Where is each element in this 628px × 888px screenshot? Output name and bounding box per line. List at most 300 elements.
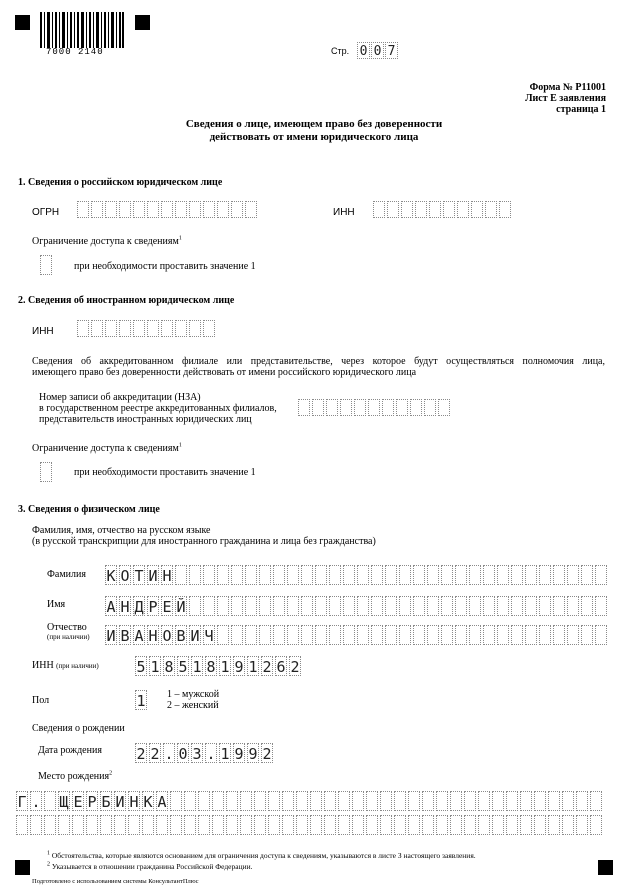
input-cell[interactable] bbox=[259, 625, 271, 645]
input-cell[interactable] bbox=[226, 815, 238, 835]
input-cell[interactable]: Р bbox=[148, 598, 158, 616]
input-cell[interactable] bbox=[366, 791, 378, 811]
input-cell[interactable] bbox=[142, 815, 154, 835]
input-cell[interactable] bbox=[91, 201, 103, 218]
name-label: Имя bbox=[47, 599, 66, 610]
input-cell[interactable] bbox=[86, 815, 98, 835]
input-cell[interactable]: . bbox=[31, 793, 41, 811]
input-cell[interactable] bbox=[525, 625, 537, 645]
input-cell[interactable] bbox=[175, 201, 187, 218]
input-cell[interactable] bbox=[217, 625, 229, 645]
input-cell[interactable]: 5 bbox=[178, 658, 188, 676]
input-cell[interactable] bbox=[553, 565, 565, 585]
input-cell[interactable] bbox=[441, 565, 453, 585]
input-cell[interactable] bbox=[525, 596, 537, 616]
input-cell[interactable] bbox=[368, 399, 380, 416]
input-cell[interactable] bbox=[282, 791, 294, 811]
input-cell[interactable] bbox=[450, 815, 462, 835]
input-cell[interactable] bbox=[483, 565, 495, 585]
input-cell[interactable] bbox=[315, 625, 327, 645]
input-cell[interactable] bbox=[175, 320, 187, 337]
input-cell[interactable]: . bbox=[206, 745, 216, 763]
patronymic-label-text: Отчество bbox=[47, 622, 87, 633]
input-cell[interactable] bbox=[455, 625, 467, 645]
input-cell[interactable] bbox=[268, 815, 280, 835]
input-cell[interactable] bbox=[338, 791, 350, 811]
input-cell[interactable] bbox=[534, 791, 546, 811]
input-cell[interactable] bbox=[371, 625, 383, 645]
input-cell[interactable] bbox=[371, 565, 383, 585]
nza-line-3: представительств иностранных юридических лиц bbox=[39, 414, 252, 425]
input-cell[interactable] bbox=[427, 596, 439, 616]
input-cell[interactable] bbox=[413, 596, 425, 616]
input-cell[interactable] bbox=[217, 201, 229, 218]
input-cell[interactable] bbox=[212, 815, 224, 835]
input-cell[interactable] bbox=[595, 596, 607, 616]
input-cell[interactable] bbox=[312, 399, 324, 416]
input-cell[interactable] bbox=[410, 399, 422, 416]
input-cell[interactable]: 2 bbox=[262, 658, 272, 676]
input-cell[interactable] bbox=[394, 791, 406, 811]
input-cell[interactable]: В bbox=[120, 627, 130, 645]
input-cell[interactable]: 1 bbox=[220, 745, 230, 763]
input-cell[interactable] bbox=[259, 596, 271, 616]
input-cell[interactable]: Ч bbox=[204, 627, 214, 645]
prepared-with: Подготовлено с использованием системы КонсультантПлюс bbox=[32, 878, 199, 885]
input-cell[interactable] bbox=[539, 596, 551, 616]
input-cell[interactable] bbox=[203, 565, 215, 585]
input-cell[interactable] bbox=[413, 565, 425, 585]
input-cell[interactable]: И bbox=[115, 793, 125, 811]
input-cell[interactable] bbox=[408, 791, 420, 811]
nza-line-1: Номер записи об аккредитации (НЗА) bbox=[39, 392, 201, 403]
input-cell[interactable]: Щ bbox=[59, 793, 69, 811]
input-cell[interactable] bbox=[189, 565, 201, 585]
input-cell[interactable] bbox=[492, 791, 504, 811]
input-cell[interactable] bbox=[471, 201, 483, 218]
input-cell[interactable] bbox=[254, 815, 266, 835]
input-cell[interactable] bbox=[525, 565, 537, 585]
input-cell[interactable] bbox=[450, 791, 462, 811]
input-cell[interactable] bbox=[506, 815, 518, 835]
input-cell[interactable] bbox=[436, 791, 448, 811]
input-cell[interactable] bbox=[44, 815, 56, 835]
input-cell[interactable] bbox=[595, 625, 607, 645]
input-cell[interactable] bbox=[457, 201, 469, 218]
input-cell[interactable] bbox=[343, 565, 355, 585]
input-cell[interactable] bbox=[147, 320, 159, 337]
input-cell[interactable] bbox=[567, 565, 579, 585]
corner-marker-top-right bbox=[135, 15, 150, 30]
input-cell[interactable] bbox=[511, 625, 523, 645]
input-cell[interactable] bbox=[553, 625, 565, 645]
name-cells[interactable] bbox=[105, 596, 609, 616]
input-cell[interactable] bbox=[324, 791, 336, 811]
input-cell[interactable] bbox=[520, 815, 532, 835]
input-cell[interactable] bbox=[58, 815, 70, 835]
input-cell[interactable] bbox=[161, 320, 173, 337]
input-cell[interactable] bbox=[184, 791, 196, 811]
input-cell[interactable] bbox=[366, 815, 378, 835]
input-cell[interactable]: Б bbox=[101, 793, 111, 811]
footnote-1-number: 1 bbox=[47, 850, 50, 857]
input-cell[interactable] bbox=[497, 565, 509, 585]
input-cell[interactable] bbox=[548, 815, 560, 835]
input-cell[interactable] bbox=[441, 625, 453, 645]
input-cell[interactable] bbox=[357, 565, 369, 585]
input-cell[interactable] bbox=[315, 565, 327, 585]
input-cell[interactable] bbox=[100, 815, 112, 835]
input-cell[interactable] bbox=[497, 596, 509, 616]
input-cell[interactable] bbox=[539, 625, 551, 645]
section2-heading: 2. Сведения об иностранном юридическом лице bbox=[18, 295, 235, 306]
input-cell[interactable] bbox=[455, 596, 467, 616]
input-cell[interactable] bbox=[424, 399, 436, 416]
input-cell[interactable] bbox=[175, 565, 187, 585]
input-cell[interactable]: К bbox=[106, 567, 116, 585]
input-cell[interactable] bbox=[581, 596, 593, 616]
input-cell[interactable] bbox=[387, 201, 399, 218]
birth-heading: Сведения о рождении bbox=[32, 723, 125, 734]
input-cell[interactable] bbox=[254, 791, 266, 811]
input-cell[interactable] bbox=[147, 201, 159, 218]
input-cell[interactable] bbox=[329, 596, 341, 616]
corner-marker-bottom-right bbox=[598, 860, 613, 875]
branch-text-line-2: имеющего право без доверенности действовать от имени российского юридического лица bbox=[32, 367, 417, 378]
page-digit-cell: 0 bbox=[371, 42, 384, 59]
input-cell[interactable] bbox=[399, 565, 411, 585]
input-cell[interactable] bbox=[408, 815, 420, 835]
input-cell[interactable] bbox=[340, 399, 352, 416]
input-cell[interactable]: Н bbox=[148, 627, 158, 645]
input-cell[interactable] bbox=[217, 596, 229, 616]
input-cell[interactable] bbox=[394, 815, 406, 835]
input-cell[interactable]: 5 bbox=[136, 658, 146, 676]
input-cell[interactable] bbox=[245, 596, 257, 616]
input-cell[interactable]: Н bbox=[129, 793, 139, 811]
input-cell[interactable] bbox=[189, 320, 201, 337]
input-cell[interactable] bbox=[128, 815, 140, 835]
inn-cells-3[interactable] bbox=[135, 656, 303, 676]
input-cell[interactable] bbox=[315, 596, 327, 616]
input-cell[interactable] bbox=[189, 596, 201, 616]
input-cell[interactable] bbox=[338, 815, 350, 835]
input-cell[interactable] bbox=[534, 815, 546, 835]
input-cell[interactable]: Г bbox=[17, 793, 27, 811]
form-number: Форма № Р11001 bbox=[529, 82, 606, 93]
input-cell[interactable] bbox=[245, 201, 257, 218]
inn-cells-1[interactable] bbox=[373, 201, 513, 218]
birth-date-label: Дата рождения bbox=[38, 745, 102, 756]
input-cell[interactable] bbox=[553, 596, 565, 616]
input-cell[interactable] bbox=[329, 565, 341, 585]
input-cell[interactable]: Т bbox=[134, 567, 144, 585]
input-cell[interactable] bbox=[581, 565, 593, 585]
inn-cells-2[interactable] bbox=[77, 320, 217, 337]
birth-date-cells[interactable] bbox=[135, 743, 275, 763]
input-cell[interactable] bbox=[422, 791, 434, 811]
input-cell[interactable]: 2 bbox=[262, 745, 272, 763]
input-cell[interactable]: Е bbox=[73, 793, 83, 811]
input-cell[interactable] bbox=[198, 791, 210, 811]
input-cell[interactable] bbox=[401, 201, 413, 218]
input-cell[interactable] bbox=[231, 201, 243, 218]
input-cell[interactable] bbox=[590, 791, 602, 811]
patronymic-label bbox=[47, 622, 90, 642]
input-cell[interactable] bbox=[133, 201, 145, 218]
input-cell[interactable] bbox=[161, 201, 173, 218]
input-cell[interactable] bbox=[189, 201, 201, 218]
input-cell[interactable] bbox=[443, 201, 455, 218]
inn-label-1: ИНН bbox=[333, 207, 355, 218]
input-cell[interactable]: 2 bbox=[150, 745, 160, 763]
input-cell[interactable]: 9 bbox=[234, 658, 244, 676]
input-cell[interactable] bbox=[438, 399, 450, 416]
input-cell[interactable] bbox=[273, 565, 285, 585]
input-cell[interactable] bbox=[483, 625, 495, 645]
input-cell[interactable] bbox=[441, 596, 453, 616]
input-cell[interactable] bbox=[455, 565, 467, 585]
input-cell[interactable] bbox=[301, 625, 313, 645]
input-cell[interactable] bbox=[464, 791, 476, 811]
input-cell[interactable] bbox=[539, 565, 551, 585]
input-cell[interactable] bbox=[357, 625, 369, 645]
input-cell[interactable] bbox=[436, 815, 448, 835]
input-cell[interactable]: 0 bbox=[178, 745, 188, 763]
input-cell[interactable] bbox=[72, 815, 84, 835]
input-cell[interactable] bbox=[380, 791, 392, 811]
input-cell[interactable] bbox=[492, 815, 504, 835]
input-cell[interactable] bbox=[385, 625, 397, 645]
ogrn-cells[interactable] bbox=[77, 201, 259, 218]
restriction-label-1: Ограничение доступа к сведениям$^1$ bbox=[32, 235, 182, 247]
input-cell[interactable] bbox=[427, 625, 439, 645]
input-cell[interactable]: . bbox=[164, 745, 174, 763]
input-cell[interactable] bbox=[497, 625, 509, 645]
input-cell[interactable] bbox=[91, 320, 103, 337]
input-cell[interactable] bbox=[485, 201, 497, 218]
input-cell[interactable] bbox=[170, 791, 182, 811]
input-cell[interactable] bbox=[40, 255, 52, 275]
gender-options bbox=[167, 689, 219, 711]
input-cell[interactable] bbox=[469, 565, 481, 585]
input-cell[interactable] bbox=[506, 791, 518, 811]
inn-label-3-text: ИНН bbox=[32, 660, 54, 671]
input-cell[interactable] bbox=[478, 815, 490, 835]
input-cell[interactable] bbox=[184, 815, 196, 835]
input-cell[interactable] bbox=[371, 596, 383, 616]
input-cell[interactable] bbox=[326, 399, 338, 416]
input-cell[interactable]: 1 bbox=[192, 658, 202, 676]
input-cell[interactable] bbox=[77, 320, 89, 337]
input-cell[interactable] bbox=[296, 815, 308, 835]
input-cell[interactable] bbox=[282, 815, 294, 835]
page-label: Стр. bbox=[331, 46, 350, 56]
input-cell[interactable] bbox=[483, 596, 495, 616]
input-cell[interactable] bbox=[119, 320, 131, 337]
input-cell[interactable] bbox=[427, 565, 439, 585]
input-cell[interactable] bbox=[170, 815, 182, 835]
input-cell[interactable] bbox=[212, 791, 224, 811]
input-cell[interactable] bbox=[399, 596, 411, 616]
birth-place-cells-1[interactable] bbox=[16, 791, 604, 811]
input-cell[interactable] bbox=[343, 596, 355, 616]
input-cell[interactable] bbox=[298, 399, 310, 416]
input-cell[interactable] bbox=[562, 815, 574, 835]
input-cell[interactable] bbox=[576, 815, 588, 835]
input-cell[interactable]: 2 bbox=[136, 745, 146, 763]
input-cell[interactable] bbox=[287, 596, 299, 616]
input-cell[interactable]: 1 bbox=[150, 658, 160, 676]
input-cell[interactable]: 1 bbox=[220, 658, 230, 676]
input-cell[interactable] bbox=[310, 815, 322, 835]
input-cell[interactable] bbox=[217, 565, 229, 585]
input-cell[interactable] bbox=[273, 625, 285, 645]
birth-place-cells-2[interactable] bbox=[16, 815, 604, 835]
input-cell[interactable] bbox=[114, 815, 126, 835]
input-cell[interactable]: Д bbox=[134, 598, 144, 616]
input-cell[interactable]: К bbox=[143, 793, 153, 811]
input-cell[interactable] bbox=[520, 791, 532, 811]
input-cell[interactable] bbox=[240, 791, 252, 811]
nza-cells[interactable] bbox=[298, 399, 452, 416]
input-cell[interactable] bbox=[287, 565, 299, 585]
input-cell[interactable] bbox=[301, 596, 313, 616]
input-cell[interactable] bbox=[240, 815, 252, 835]
input-cell[interactable] bbox=[324, 815, 336, 835]
input-cell[interactable] bbox=[231, 596, 243, 616]
input-cell[interactable] bbox=[259, 565, 271, 585]
input-cell[interactable]: Й bbox=[176, 598, 186, 616]
gender-option-female: 2 – женский bbox=[167, 700, 219, 711]
input-cell[interactable] bbox=[343, 625, 355, 645]
input-cell[interactable] bbox=[399, 625, 411, 645]
input-cell[interactable] bbox=[469, 596, 481, 616]
input-cell[interactable] bbox=[595, 565, 607, 585]
input-cell[interactable] bbox=[30, 815, 42, 835]
input-cell[interactable] bbox=[198, 815, 210, 835]
input-cell[interactable] bbox=[380, 815, 392, 835]
input-cell[interactable] bbox=[357, 596, 369, 616]
input-cell[interactable] bbox=[329, 625, 341, 645]
input-cell[interactable] bbox=[396, 399, 408, 416]
input-cell[interactable] bbox=[581, 625, 593, 645]
input-cell[interactable] bbox=[422, 815, 434, 835]
input-cell[interactable] bbox=[511, 596, 523, 616]
input-cell[interactable]: А bbox=[106, 598, 116, 616]
input-cell[interactable]: 3 bbox=[192, 745, 202, 763]
input-cell[interactable] bbox=[548, 791, 560, 811]
input-cell[interactable] bbox=[156, 815, 168, 835]
restriction-cell-1[interactable] bbox=[40, 255, 54, 275]
input-cell[interactable]: О bbox=[120, 567, 130, 585]
input-cell[interactable] bbox=[576, 791, 588, 811]
input-cell[interactable] bbox=[77, 201, 89, 218]
barcode-number: 7000 2140 bbox=[46, 47, 104, 57]
input-cell[interactable]: В bbox=[176, 627, 186, 645]
input-cell[interactable] bbox=[296, 791, 308, 811]
input-cell[interactable] bbox=[245, 625, 257, 645]
input-cell[interactable]: О bbox=[162, 627, 172, 645]
input-cell[interactable]: 1 bbox=[248, 658, 258, 676]
patronymic-cells[interactable] bbox=[105, 625, 609, 645]
input-cell[interactable] bbox=[133, 320, 145, 337]
input-cell[interactable] bbox=[287, 625, 299, 645]
input-cell[interactable] bbox=[231, 625, 243, 645]
input-cell[interactable] bbox=[245, 565, 257, 585]
input-cell[interactable] bbox=[268, 791, 280, 811]
input-cell[interactable] bbox=[40, 462, 52, 482]
input-cell[interactable] bbox=[590, 815, 602, 835]
input-cell[interactable]: 8 bbox=[206, 658, 216, 676]
input-cell[interactable] bbox=[203, 596, 215, 616]
input-cell[interactable]: 8 bbox=[164, 658, 174, 676]
input-cell[interactable] bbox=[352, 791, 364, 811]
input-cell[interactable] bbox=[354, 399, 366, 416]
input-cell[interactable] bbox=[413, 625, 425, 645]
input-cell[interactable] bbox=[105, 320, 117, 337]
input-cell[interactable] bbox=[464, 815, 476, 835]
patronymic-note: (при наличии) bbox=[47, 633, 90, 641]
input-cell[interactable]: Р bbox=[87, 793, 97, 811]
input-cell[interactable]: А bbox=[134, 627, 144, 645]
input-cell[interactable] bbox=[352, 815, 364, 835]
input-cell[interactable] bbox=[226, 791, 238, 811]
input-cell[interactable]: 1 bbox=[136, 692, 146, 710]
input-cell[interactable]: Н bbox=[162, 567, 172, 585]
input-cell[interactable] bbox=[203, 320, 215, 337]
input-cell[interactable] bbox=[301, 565, 313, 585]
input-cell[interactable]: 9 bbox=[248, 745, 258, 763]
input-cell[interactable]: Н bbox=[120, 598, 130, 616]
input-cell[interactable]: 2 bbox=[290, 658, 300, 676]
input-cell[interactable] bbox=[310, 791, 322, 811]
input-cell[interactable] bbox=[373, 201, 385, 218]
input-cell[interactable] bbox=[499, 201, 511, 218]
input-cell[interactable]: И bbox=[190, 627, 200, 645]
input-cell[interactable] bbox=[231, 565, 243, 585]
footnote-1 bbox=[47, 851, 476, 861]
input-cell[interactable] bbox=[382, 399, 394, 416]
input-cell[interactable] bbox=[562, 791, 574, 811]
input-cell[interactable] bbox=[415, 201, 427, 218]
input-cell[interactable] bbox=[469, 625, 481, 645]
restriction-cell-2[interactable] bbox=[40, 462, 54, 482]
input-cell[interactable] bbox=[44, 791, 56, 811]
input-cell[interactable] bbox=[478, 791, 490, 811]
input-cell[interactable]: Е bbox=[162, 598, 172, 616]
input-cell[interactable] bbox=[429, 201, 441, 218]
input-cell[interactable]: И bbox=[148, 567, 158, 585]
input-cell[interactable] bbox=[385, 565, 397, 585]
input-cell[interactable] bbox=[567, 596, 579, 616]
input-cell[interactable]: И bbox=[106, 627, 116, 645]
input-cell[interactable]: А bbox=[157, 793, 167, 811]
surname-cells[interactable] bbox=[105, 565, 609, 585]
input-cell[interactable] bbox=[511, 565, 523, 585]
gender-cell[interactable] bbox=[135, 690, 149, 710]
input-cell[interactable] bbox=[567, 625, 579, 645]
input-cell[interactable]: 9 bbox=[234, 745, 244, 763]
page-title bbox=[0, 118, 628, 144]
input-cell[interactable] bbox=[105, 201, 117, 218]
input-cell[interactable] bbox=[273, 596, 285, 616]
input-cell[interactable] bbox=[119, 201, 131, 218]
input-cell[interactable] bbox=[203, 201, 215, 218]
input-cell[interactable] bbox=[385, 596, 397, 616]
input-cell[interactable] bbox=[16, 815, 28, 835]
input-cell[interactable]: 6 bbox=[276, 658, 286, 676]
